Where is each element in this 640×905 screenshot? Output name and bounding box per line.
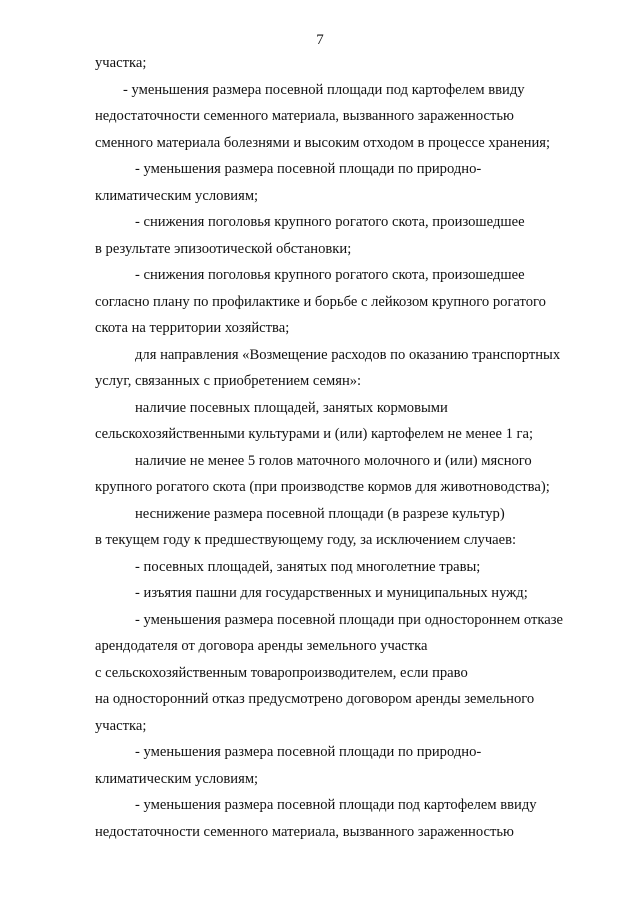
text-line: - уменьшения размера посевной площади по природно- [135, 744, 482, 760]
text-line: - снижения поголовья крупного рогатого скота, произошедшее [135, 267, 525, 283]
text-line: с сельскохозяйственным товаропроизводителем, если право [95, 664, 468, 681]
text-line: - посевных площадей, занятых под многолетние травы; [135, 558, 481, 575]
text-line: согласно плану по профилактике и борьбе с лейкозом крупного рогатого [95, 293, 546, 310]
text-line: недостаточности семенного материала, вызванного зараженностью [95, 823, 514, 840]
text-line: для направления «Возмещение расходов по оказанию транспортных [135, 346, 561, 363]
text-line: недостаточности семенного материала, вызванного зараженностью [95, 108, 514, 124]
text-line: наличие посевных площадей, занятых кормовыми [135, 399, 448, 416]
text-line: климатическим условиям; [95, 770, 259, 787]
text-line: арендодателя от договора аренды земельного участка [95, 638, 428, 654]
text-line: скота на территории хозяйства; [95, 320, 290, 336]
document-body [95, 50, 575, 845]
text-line: наличие не менее 5 голов маточного молочного и (или) мясного [135, 452, 532, 469]
text-line: на односторонний отказ предусмотрено договором аренды земельного [95, 691, 535, 707]
text-line: - изъятия пашни для государственных и муниципальных нужд; [135, 585, 528, 601]
text-line: услуг, связанных с приобретением семян»: [95, 373, 362, 389]
page-number: 7 [316, 32, 324, 48]
text-line: участка; [95, 55, 147, 71]
text-line: - уменьшения размера посевной площади при одностороннем отказе [135, 611, 563, 628]
text-line: - снижения поголовья крупного рогатого скота, произошедшее [135, 214, 525, 230]
text-line: - уменьшения размера посевной площади под картофелем ввиду [123, 81, 525, 98]
text-line: крупного рогатого скота (при производстве кормов для животноводства); [95, 479, 550, 495]
text-line: в текущем году к предшествующему году, за исключением случаев: [95, 532, 517, 548]
text-line: - уменьшения размера посевной площади под картофелем ввиду [135, 797, 537, 813]
text-line: участка; [95, 717, 147, 734]
text-line: сменного материала болезнями и высоким отходом в процессе хранения; [95, 134, 551, 151]
text-line: в результате эпизоотической обстановки; [95, 240, 352, 257]
text-line: неснижение размера посевной площади (в разрезе культур) [135, 505, 505, 522]
text-line: климатическим условиям; [95, 187, 259, 204]
text-line: сельскохозяйственными культурами и (или) картофелем не менее 1 га; [95, 426, 534, 442]
text-line: - уменьшения размера посевной площади по природно- [135, 161, 482, 177]
